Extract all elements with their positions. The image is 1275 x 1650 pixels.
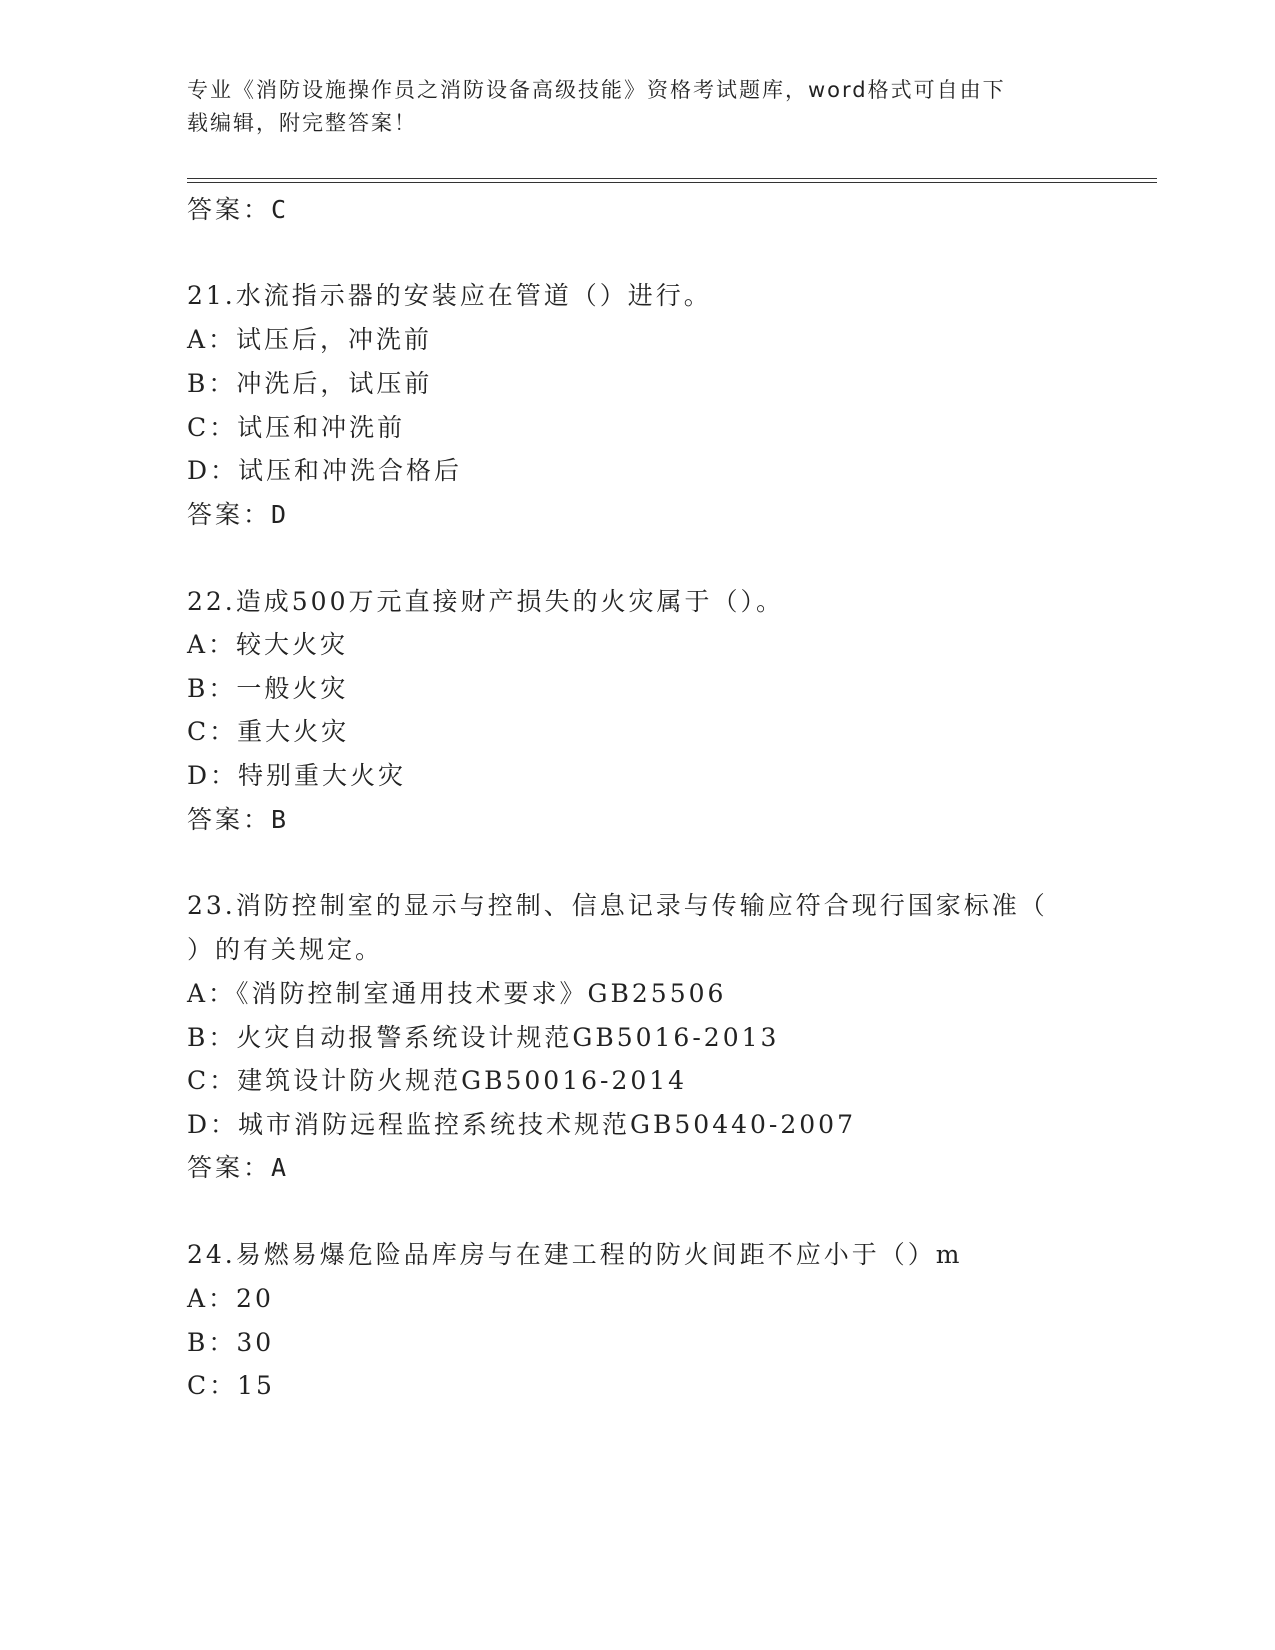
question-21-option-c: C：试压和冲洗前 <box>187 413 406 442</box>
answer-label: 答案： <box>187 1153 272 1182</box>
question-22-option-c: C：重大火灾 <box>187 717 350 746</box>
header-line-1: 专业《消防设施操作员之消防设备高级技能》资格考试题库，word格式可自由下 <box>187 78 1006 102</box>
question-24-option-a: A：20 <box>187 1284 274 1313</box>
question-21-option-a: A：试压后，冲洗前 <box>187 325 433 354</box>
answer-value: B <box>271 805 290 834</box>
question-21-stem: 21.水流指示器的安装应在管道（）进行。 <box>187 281 712 310</box>
question-23-stem-line-2: ）的有关规定。 <box>187 935 384 964</box>
question-22-answer <box>187 800 289 836</box>
answer-value: D <box>271 500 290 529</box>
question-23-option-c: C：建筑设计防火规范GB50016-2014 <box>187 1066 688 1095</box>
question-23-stem-line-1: 23.消防控制室的显示与控制、信息记录与传输应符合现行国家标准（ <box>187 891 1048 920</box>
answer-label: 答案： <box>187 805 272 834</box>
header-divider-top <box>187 178 1157 179</box>
question-21-answer <box>187 495 289 531</box>
question-23-answer <box>187 1148 289 1184</box>
question-21-option-d: D：试压和冲洗合格后 <box>187 456 463 485</box>
document-header <box>187 74 1087 140</box>
answer-value: A <box>271 1153 290 1182</box>
question-22-option-d: D：特别重大火灾 <box>187 761 407 790</box>
question-22-option-b: B：一般火灾 <box>187 674 349 703</box>
question-24-option-c: C：15 <box>187 1371 275 1400</box>
header-divider-bottom <box>187 182 1157 183</box>
question-23-option-b: B：火灾自动报警系统设计规范GB5016-2013 <box>187 1023 780 1052</box>
answer-prev <box>187 190 289 226</box>
header-line-2: 载编辑，附完整答案！ <box>187 111 417 135</box>
question-22-option-a: A：较大火灾 <box>187 630 349 659</box>
question-23-option-a: A：《消防控制室通用技术要求》GB25506 <box>187 979 727 1008</box>
question-23-option-d: D：城市消防远程监控系统技术规范GB50440-2007 <box>187 1110 856 1139</box>
question-21-option-b: B：冲洗后，试压前 <box>187 369 433 398</box>
question-22-stem: 22.造成500万元直接财产损失的火灾属于（）。 <box>187 587 784 616</box>
answer-label: 答案： <box>187 500 272 529</box>
answer-label: 答案： <box>187 195 272 224</box>
answer-value: C <box>271 195 290 224</box>
question-24-option-b: B：30 <box>187 1328 275 1357</box>
question-24-stem: 24.易燃易爆危险品库房与在建工程的防火间距不应小于（）m <box>187 1240 963 1269</box>
